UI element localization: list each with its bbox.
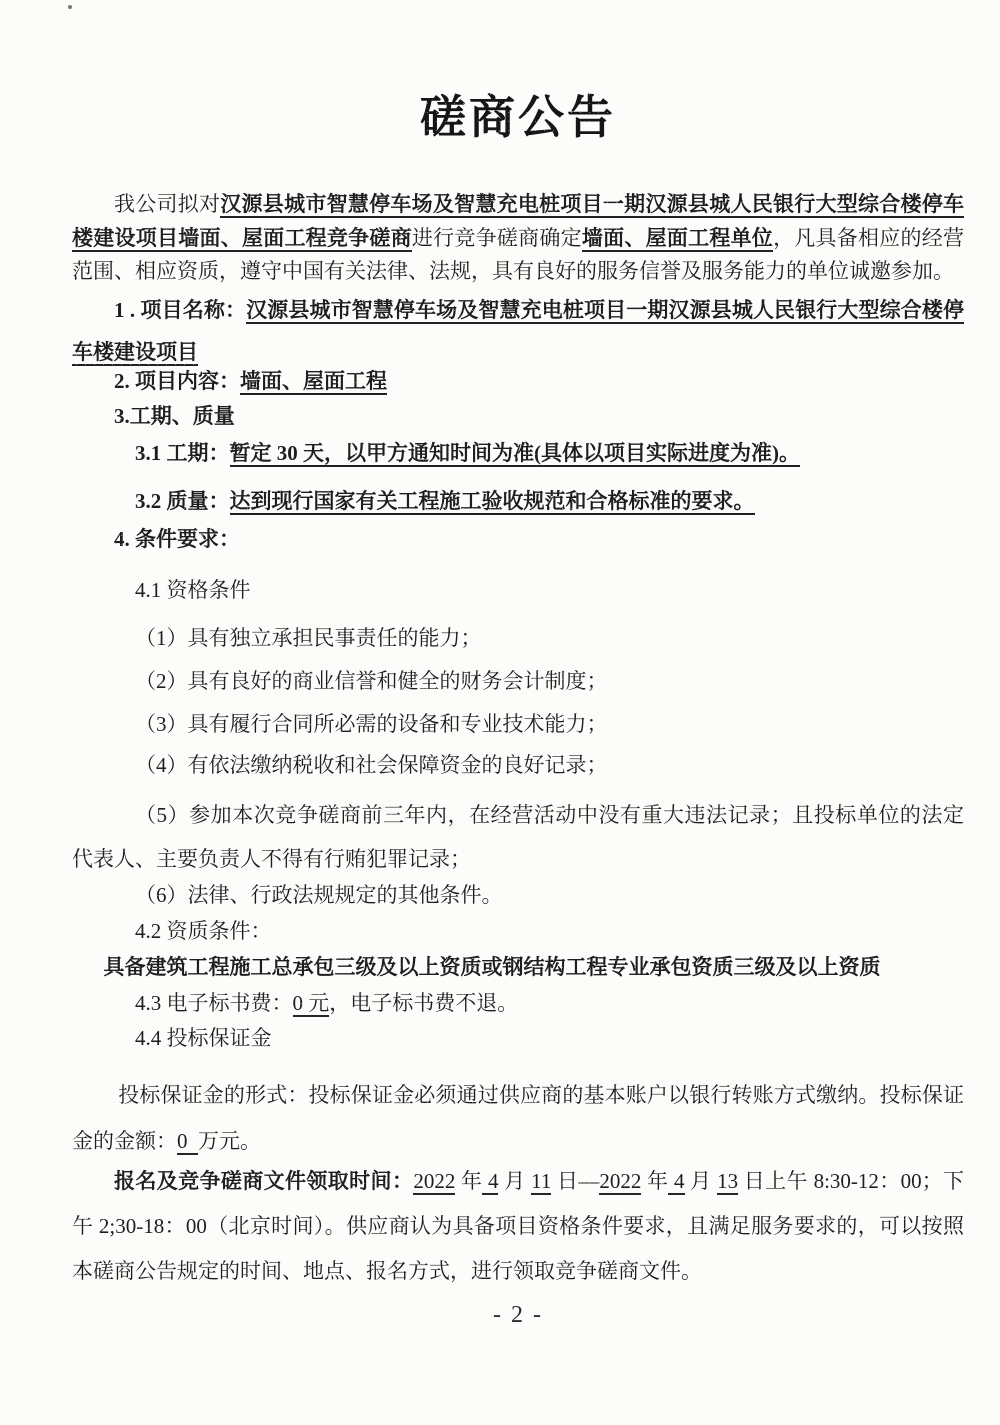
requirements-heading <box>72 523 964 556</box>
credential-heading <box>72 915 964 948</box>
duration-label: 3.1 工期： <box>135 440 230 465</box>
fee-line <box>72 987 964 1020</box>
project-name-value: 汉源县城市智慧停车场及智慧充电桩项目一期汉源县城人民银行大型综合楼停车楼建设项目 <box>72 297 965 364</box>
condition-text-3: （3）具有履行合同所必需的设备和专业技术能力； <box>135 711 608 736</box>
signup-sep-4: 年 <box>641 1168 669 1193</box>
signup-day-start: 11 <box>531 1168 552 1193</box>
condition-item-3 <box>72 708 964 741</box>
condition-text-4: （4）有依法缴纳税收和社会保障资金的良好记录； <box>135 752 608 777</box>
signup-sep-5: 月 <box>684 1168 718 1193</box>
signup-sep-3: 日— <box>551 1168 600 1193</box>
intro-tail: ，凡具备相应的经营范围、相应资质，遵守中国有关法律、法规，具有良好的服务信誉及服务能力的单位诚邀参加。 <box>72 225 965 283</box>
fee-note: ，电子标书费不退。 <box>329 990 519 1015</box>
project-name-line <box>72 289 964 373</box>
project-content-value: 墙面、屋面工程 <box>240 368 387 393</box>
project-name-label: 1 . 项目名称： <box>114 297 247 322</box>
intro-project-emphasis: 汉源县城市智慧停车场及智慧充电桩项目一期汉源县城人民银行大型综合楼停车楼建设项目墙面、屋面工程竞争磋商 <box>72 192 965 250</box>
deposit-tail: 万元。 <box>198 1128 261 1153</box>
condition-item-5 <box>72 793 964 881</box>
fee-label: 4.3 电子标书费： <box>135 990 293 1015</box>
page-number: - 2 - <box>493 1301 543 1328</box>
condition-item-6 <box>72 879 964 912</box>
signup-sep-2: 月 <box>498 1168 532 1193</box>
condition-text-5: （5）参加本次竞争磋商前三年内，在经营活动中没有重大违法记录；且投标单位的法定代表人、主要负责人不得有行贿犯罪记录； <box>72 802 964 871</box>
condition-item-2 <box>72 665 964 698</box>
intro-unit-emphasis: 墙面、屋面工程单位 <box>581 225 774 250</box>
signup-day-end: 13 <box>717 1168 739 1193</box>
document-body <box>72 0 964 1332</box>
condition-text-6: （6）法律、行政法规规定的其他条件。 <box>135 882 503 907</box>
deposit-paragraph <box>72 1072 964 1164</box>
credential-requirement-text: 具备建筑工程施工总承包三级及以上资质或钢结构工程专业承包资质三级及以上资质 <box>103 954 881 979</box>
quality-value: 达到现行国家有关工程施工验收规范和合格标准的要求。 <box>229 488 755 513</box>
quality-label: 3.2 质量： <box>135 488 230 513</box>
intro-lead: 我公司拟对 <box>114 192 221 216</box>
requirements-heading-text: 4. 条件要求： <box>114 526 240 551</box>
signup-tail: 日上午 8:30-12：00；下午 2;30-18：00（北京时间）。供应商认为具备项目资格条件要求，且满足服务要求的，可以按照本磋商公告规定的时间、地点、报名方式，进行领取竞争磋商文件。 <box>72 1168 965 1283</box>
signup-month-end: 4 <box>668 1168 685 1193</box>
qualification-heading-text: 4.1 资格条件 <box>135 577 251 602</box>
project-content-line <box>72 365 964 398</box>
condition-item-1 <box>72 622 964 655</box>
signup-month-start: 4 <box>482 1168 499 1193</box>
condition-text-2: （2）具有良好的商业信誉和健全的财务会计制度； <box>135 668 608 693</box>
fee-amount: 0 元 <box>292 990 330 1015</box>
duration-quality-heading-text: 3.工期、质量 <box>114 403 235 428</box>
duration-value: 暂定 30 天，以甲方通知时间为准(具体以项目实际进度为准)。 <box>229 440 800 465</box>
signup-sep-1: 年 <box>455 1168 483 1193</box>
condition-text-1: （1）具有独立承担民事责任的能力； <box>135 625 482 650</box>
page-title: 磋商公告 <box>420 92 616 143</box>
credential-heading-text: 4.2 资质条件： <box>135 918 272 943</box>
signup-year-start: 2022 <box>413 1168 456 1193</box>
intro-mid: 进行竞争磋商确定 <box>411 225 582 250</box>
condition-item-4 <box>72 749 964 782</box>
quality-line <box>72 485 964 518</box>
signup-year-end: 2022 <box>599 1168 642 1193</box>
signup-label: 报名及竞争磋商文件领取时间： <box>114 1168 414 1193</box>
credential-requirement-line <box>72 951 964 984</box>
duration-quality-heading <box>72 400 964 433</box>
deposit-heading-text: 4.4 投标保证金 <box>135 1025 272 1050</box>
project-content-label: 2. 项目内容： <box>114 368 240 393</box>
intro-paragraph <box>72 188 964 289</box>
signup-paragraph <box>72 1159 964 1294</box>
deposit-amount: 0 <box>177 1129 198 1155</box>
deposit-lead: 投标保证金的形式：投标保证金必须通过供应商的基本账户以银行转账方式缴纳。投标保证金的金额： <box>72 1082 964 1153</box>
deposit-heading <box>72 1022 964 1055</box>
duration-line <box>72 437 964 470</box>
qualification-heading <box>72 574 964 607</box>
